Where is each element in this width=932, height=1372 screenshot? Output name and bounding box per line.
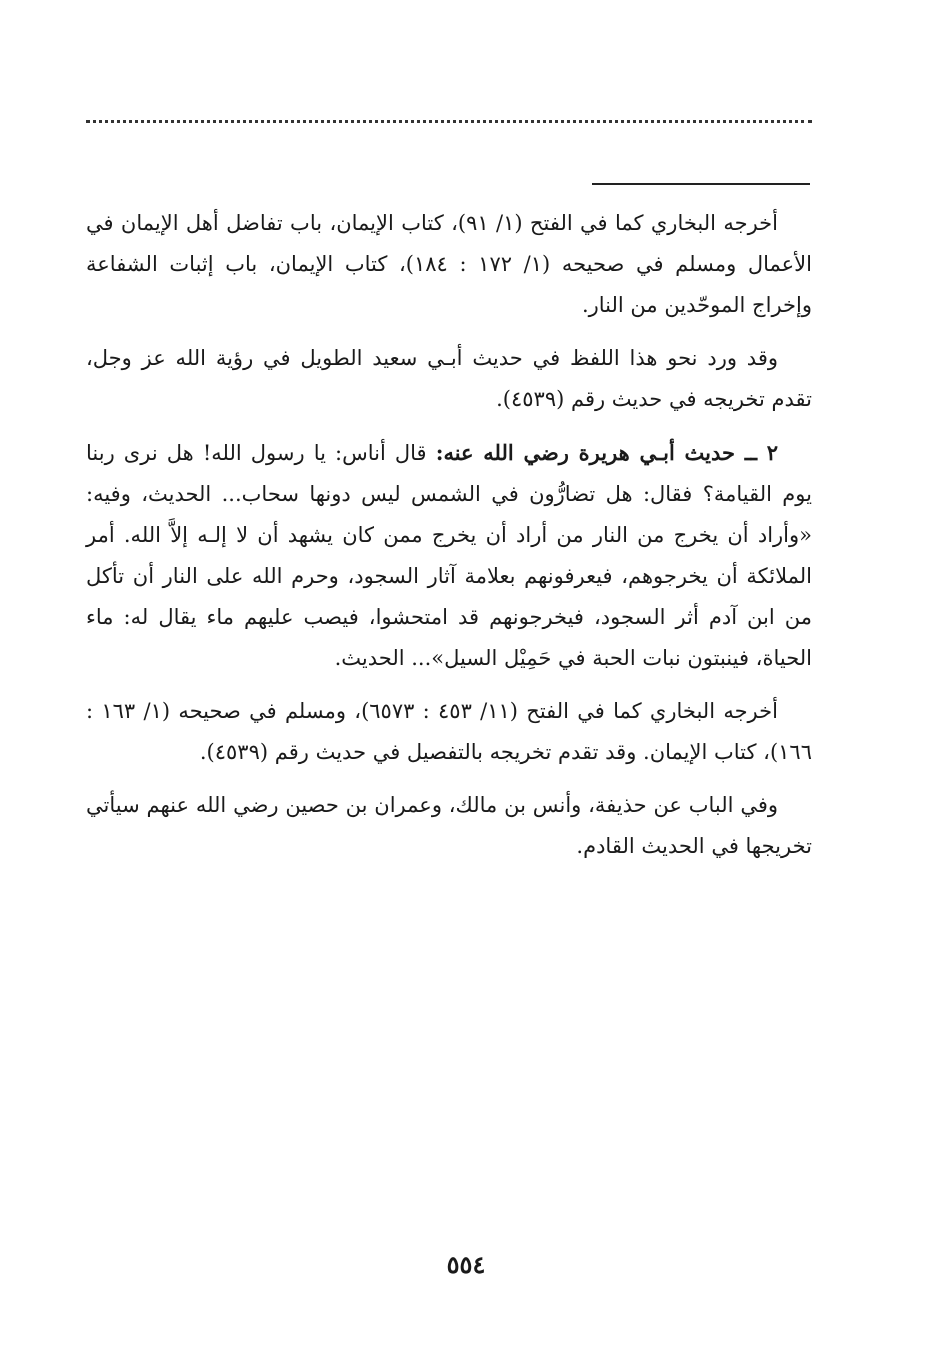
hadith-paragraph bbox=[86, 432, 812, 679]
dotted-separator bbox=[86, 120, 812, 123]
hadith-body: قال أناس: يا رسول الله! هل نرى ربنا يوم القيامة؟ فقال: هل تضارُّون في الشمس ليس دونها سحاب... الحديث، وفيه: «وأراد أن يخرج من النار من أراد أن يخرج ممن كان يشهد أن لا إلـه إلاَّ الله. أمر الملائكة أن يخرجوهم، فيعرفونهم بعلامة آثار السجود، وحرم الله على النار أن تأكل من ابن آدم أثر السجود، فيخرجونهم قد امتحشوا، فيصب عليهم ماء يقال له: ماء الحياة، فينبتون نبات الحبة في حَمِيْل السيل»... الحديث. bbox=[86, 441, 812, 670]
footnote-paragraph-4: أخرجه البخاري كما في الفتح (١١/ ٤٥٣ : ٦٥٧٣)، ومسلم في صحيحه (١/ ١٦٣ : ١٦٦)، كتاب الإيمان. وقد تقدم تخريجه بالتفصيل في حديث رقم (٤٥٣٩). bbox=[86, 699, 812, 764]
footnote-paragraph-2: وقد ورد نحو هذا اللفظ في حديث أبـي سعيد الطويل في رؤية الله عز وجل، تقدم تخريجه في حديث رقم (٤٥٣٩). bbox=[86, 346, 812, 411]
footnote-rule bbox=[592, 183, 810, 185]
footnote-paragraph-5: وفي الباب عن حذيفة، وأنس بن مالك، وعمران بن حصين رضي الله عنهم سيأتي تخريجها في الحديث القادم. bbox=[86, 793, 812, 858]
hadith-heading: ٢ ــ حديث أبـي هريرة رضي الله عنه: bbox=[435, 440, 778, 465]
page-number: ٥٥٤ bbox=[446, 1250, 486, 1279]
footnote-paragraph-1: أخرجه البخاري كما في الفتح (١/ ٩١)، كتاب الإيمان، باب تفاضل أهل الإيمان في الأعمال ومسلم في صحيحه (١/ ١٧٢ : ١٨٤)، كتاب الإيمان، باب إثبات الشفاعة وإخراج الموحّدين من النار. bbox=[86, 211, 812, 317]
footnotes-block bbox=[86, 203, 812, 867]
